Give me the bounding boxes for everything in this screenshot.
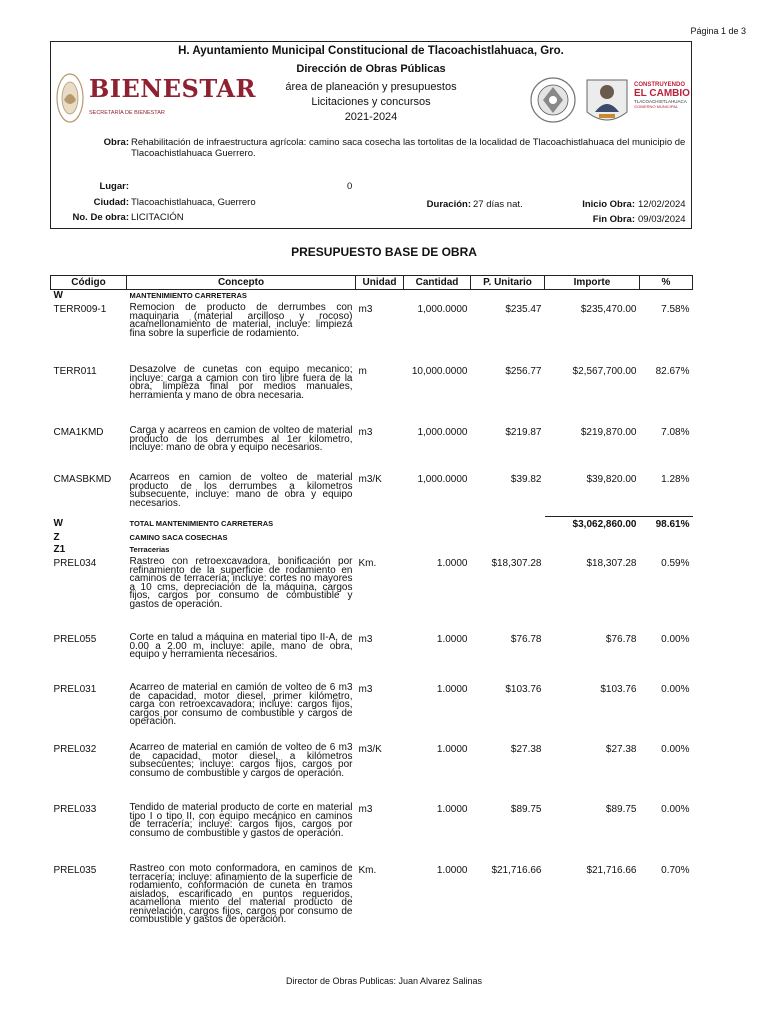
period-line: 2021-2024 — [344, 111, 398, 123]
row-amount: $103.76 — [600, 684, 637, 695]
row-quantity: 1.0000 — [436, 684, 468, 695]
section-row — [51, 544, 693, 556]
row-unit-price: $219.87 — [505, 427, 542, 438]
fin-obra-label: Fin Obra: — [592, 214, 635, 225]
row-percent: 0.00% — [661, 804, 690, 815]
row-quantity: 1.0000 — [436, 558, 468, 569]
section-row — [51, 532, 693, 544]
row-unit-price: $39.82 — [510, 474, 542, 485]
row-quantity: 1,000.0000 — [417, 427, 468, 438]
row-unit-price: $21,716.66 — [491, 865, 542, 876]
row-amount: $89.75 — [605, 804, 637, 815]
inicio-obra-label: Inicio Obra: — [582, 199, 635, 210]
row-concept: Acarreos en camion de volteo de material producto de los derrumbes a kilometros subsecuente, incluye: mano de obra y equipo necesarios. — [129, 472, 353, 509]
row-unit: m3/K — [358, 474, 382, 485]
table-row — [51, 682, 693, 742]
row-code: TERR009-1 — [53, 304, 107, 315]
table-row — [51, 472, 693, 516]
row-unit: m3 — [358, 427, 373, 438]
table-row — [51, 556, 693, 632]
row-amount: $219,870.00 — [580, 427, 637, 438]
table-row — [51, 632, 693, 682]
row-concept: Tendido de material producto de corte en material tipo I o tipo II, con equipo mecánico en caminos de terracería; incluye: cargos fijos, cargos por consumo de combustible y gastos de operación. — [129, 802, 353, 839]
row-code: PREL055 — [53, 634, 97, 645]
section-title: Terracerias — [129, 545, 170, 554]
row-code: CMASBKMD — [53, 474, 112, 485]
ciudad-value: Tlacoachistlahuaca, Guerrero — [131, 197, 256, 208]
municipal-logos — [529, 72, 689, 128]
row-amount: $18,307.28 — [586, 558, 637, 569]
table-row — [51, 863, 693, 933]
table-row — [51, 742, 693, 802]
total-title: TOTAL MANTENIMIENTO CARRETERAS — [129, 519, 274, 528]
construyendo-el-cambio-logo — [634, 82, 694, 109]
obra-value: Rehabilitación de infraestructura agrícola: camino saca cosecha las tortolitas de la localidad de Tlacoachistlahuaca del municipio de Tlacoachistlahuaca Guerrero. — [131, 137, 686, 159]
row-concept: Corte en talud a máquina en material tipo II-A, de 0.00 a 2.00 m, incluye: apile, mano de obra, equipo y herramienta necesarios. — [129, 632, 353, 660]
row-code: PREL031 — [53, 684, 97, 695]
national-seal-icon — [55, 70, 85, 126]
logo-line-el-cambio: EL CAMBIO — [634, 88, 690, 99]
row-unit: m3 — [358, 804, 373, 815]
row-code: CMA1KMD — [53, 427, 104, 438]
row-concept: Rastreo con moto conformadora, en caminos de terracería; incluye: afinamiento de la superficie de rodamiento, conformación de cuneta en tramos aislados, escarificado en puntos requeridos, acamellona miento del material producto de renivelación, cargos fijos, cargos por consumo de combustible y gastos de operación. — [129, 863, 353, 925]
row-amount: $21,716.66 — [586, 865, 637, 876]
municipal-shield-icon — [529, 72, 577, 128]
licitaciones-line: Licitaciones y concursos — [311, 96, 431, 108]
lugar-value: 0 — [347, 181, 353, 192]
row-unit: m3 — [358, 634, 373, 645]
table-row — [51, 302, 693, 364]
bienestar-logo — [55, 70, 256, 126]
section-code: Z1 — [53, 544, 66, 555]
logo-line-construyendo: CONSTRUYENDO — [634, 82, 686, 88]
row-code: PREL035 — [53, 865, 97, 876]
column-header-amount: Importe — [545, 276, 640, 290]
inicio-obra-value: 12/02/2024 — [638, 199, 686, 210]
department-title: Dirección de Obras Públicas — [296, 63, 446, 75]
row-quantity: 10,000.0000 — [411, 366, 468, 377]
column-header-unit: Unidad — [356, 276, 404, 290]
row-unit: m3/K — [358, 744, 382, 755]
obra-label: Obra: — [103, 137, 129, 148]
row-amount: $2,567,700.00 — [572, 366, 637, 377]
row-unit-price: $18,307.28 — [491, 558, 542, 569]
row-unit-price: $256.77 — [505, 366, 542, 377]
duracion-value: 27 días nat. — [473, 199, 523, 210]
leader-portrait-icon — [583, 74, 631, 128]
column-header-percent: % — [640, 276, 693, 290]
row-amount: $235,470.00 — [580, 304, 637, 315]
municipality-title: H. Ayuntamiento Municipal Constitucional de Tlacoachistlahuaca, Gro. — [178, 45, 564, 57]
table-row — [51, 364, 693, 425]
section-code: W — [53, 290, 63, 301]
row-quantity: 1.0000 — [436, 804, 468, 815]
no-obra-value: LICITACIÓN — [131, 212, 184, 223]
column-header-code: Código — [51, 276, 127, 290]
row-percent: 0.59% — [661, 558, 690, 569]
row-unit-price: $235.47 — [505, 304, 542, 315]
column-header-concept: Concepto — [127, 276, 356, 290]
row-percent: 0.00% — [661, 744, 690, 755]
bienestar-wordmark: BIENESTAR — [89, 74, 256, 103]
table-header-row — [51, 276, 693, 290]
total-code: W — [53, 518, 63, 529]
row-quantity: 1,000.0000 — [417, 304, 468, 315]
row-percent: 0.00% — [661, 634, 690, 645]
budget-table — [50, 275, 693, 933]
row-unit-price: $27.38 — [510, 744, 542, 755]
row-quantity: 1.0000 — [436, 865, 468, 876]
row-concept: Rastreo con retroexcavadora, bonificación por refinamiento de la superficie de rodamiento en caminos de terracería; incluye: cortes no mayores a 10 cms, depreciación de la máquina, cargos fijos, cargos por consumo de combustible y gastos de operación. — [129, 556, 353, 610]
row-unit: m — [358, 366, 367, 377]
row-concept: Desazolve de cunetas con equipo mecanico; incluye: carga a camion con tiro libre fuera de la obra, limpieza final por medios manuales, herramienta y mano de obra necesaria. — [129, 364, 353, 401]
logo-line-gobierno: GOBIERNO MUNICIPAL — [634, 104, 679, 109]
fin-obra-value: 09/03/2024 — [638, 214, 686, 225]
row-percent: 82.67% — [655, 366, 690, 377]
row-code: TERR011 — [53, 366, 97, 377]
document-header — [50, 41, 692, 229]
row-percent: 0.70% — [661, 865, 690, 876]
column-header-unit-price: P. Unitario — [471, 276, 545, 290]
column-header-quantity: Cantidad — [404, 276, 471, 290]
row-quantity: 1.0000 — [436, 744, 468, 755]
section-row — [51, 290, 693, 303]
section-title: CAMINO SACA COSECHAS — [129, 533, 228, 542]
row-unit: Km. — [358, 558, 377, 569]
logo-line-municipality: TLACOACHISTLAHUACA — [634, 99, 687, 104]
row-unit: m3 — [358, 304, 373, 315]
bienestar-subtext: SECRETARÍA DE BIENESTAR — [89, 110, 165, 116]
row-unit: Km. — [358, 865, 377, 876]
row-percent: 7.58% — [661, 304, 690, 315]
total-row — [51, 516, 693, 532]
row-quantity: 1,000.0000 — [417, 474, 468, 485]
budget-table-body — [51, 290, 693, 934]
row-code: PREL034 — [53, 558, 97, 569]
row-amount: $76.78 — [605, 634, 637, 645]
section-code: Z — [53, 532, 60, 543]
page-number: Página 1 de 3 — [690, 26, 746, 36]
row-amount: $39,820.00 — [586, 474, 637, 485]
ciudad-label: Ciudad: — [93, 197, 129, 208]
document-title: PRESUPUESTO BASE DE OBRA — [291, 245, 477, 259]
total-percent: 98.61% — [640, 516, 693, 532]
no-obra-label: No. De obra: — [72, 212, 129, 223]
lugar-label: Lugar: — [99, 181, 129, 192]
duracion-label: Duración: — [426, 199, 471, 210]
footer-signature: Director de Obras Publicas: Juan Alvarez Salinas — [285, 976, 483, 986]
row-quantity: 1.0000 — [436, 634, 468, 645]
row-code: PREL033 — [53, 804, 97, 815]
row-percent: 1.28% — [661, 474, 690, 485]
row-percent: 0.00% — [661, 684, 690, 695]
row-concept: Acarreo de material en camión de volteo de 6 m3 de capacidad, motor diesel, primer kilómetro, carga con retroexcavadora; incluye: cargos fijos, cargos por consumo de combustible y cargos de operación. — [129, 682, 353, 727]
section-title: MANTENIMIENTO CARRETERAS — [129, 291, 247, 300]
row-unit-price: $103.76 — [505, 684, 542, 695]
total-amount: $3,062,860.00 — [545, 516, 640, 532]
table-row — [51, 425, 693, 472]
table-row — [51, 802, 693, 863]
row-concept: Remocion de producto de derrumbes con maquinaria (material arcilloso y rocoso) acamellonamiento de material, incluye: limpieza fina sobre la superficie de rodamiento. — [129, 302, 353, 339]
row-unit-price: $89.75 — [510, 804, 542, 815]
row-unit: m3 — [358, 684, 373, 695]
row-concept: Carga y acarreos en camion de volteo de material producto de los derrumbes al 1er kilometro, incluye: mano de obra y equipo necesarios. — [129, 425, 353, 453]
row-concept: Acarreo de material en camión de volteo de 6 m3 de capacidad, motor diesel, a kilómetros subsecuentes; incluye: cargos fijos, cargos por consumo de combustible y cargos de operación. — [129, 742, 353, 779]
row-amount: $27.38 — [605, 744, 637, 755]
row-unit-price: $76.78 — [510, 634, 542, 645]
area-line: área de planeación y presupuestos — [285, 81, 457, 93]
row-percent: 7.08% — [661, 427, 690, 438]
row-code: PREL032 — [53, 744, 97, 755]
